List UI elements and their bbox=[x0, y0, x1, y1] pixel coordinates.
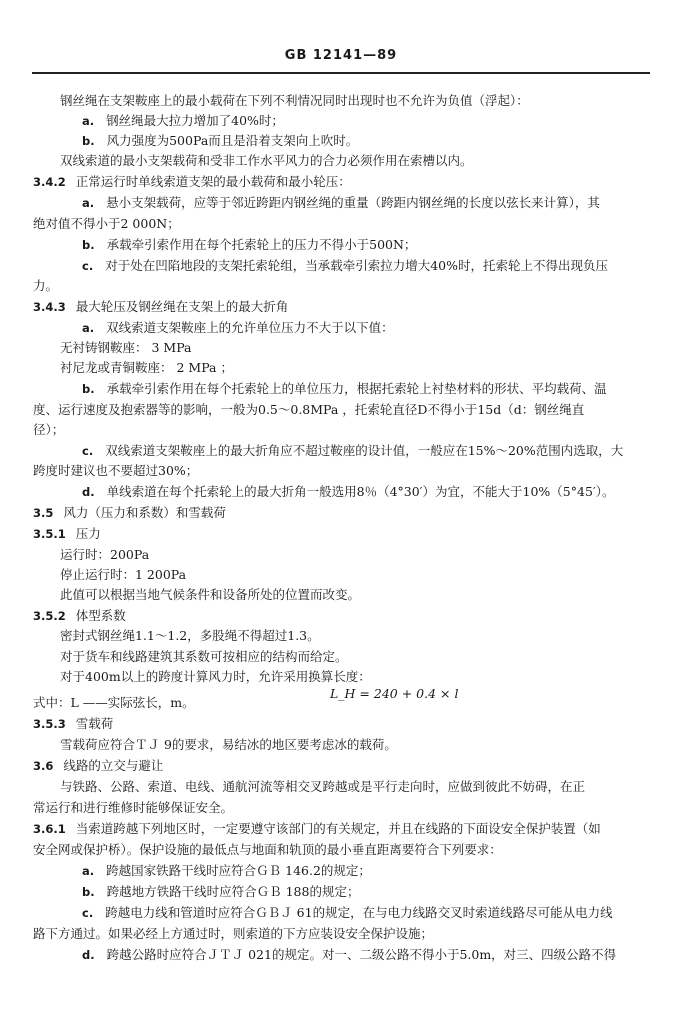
para-line: 停止运行时：1 200Pa bbox=[60, 567, 187, 582]
section-heading: 3.6 线路的立交与避让 bbox=[33, 758, 164, 773]
list-item: c. 双线索道支架鞍座上的最大折角应不超过鞍座的设计值，一般应在15%～20%范围内选取，大 bbox=[82, 443, 624, 458]
list-marker: b. bbox=[82, 134, 95, 148]
section-number: 3.5.1 bbox=[33, 527, 66, 541]
list-item: b. 跨越地方铁路干线时应符合ＧＢ 188的规定； bbox=[82, 884, 360, 899]
section-number: 3.6 bbox=[33, 759, 54, 773]
list-marker: c. bbox=[82, 906, 94, 920]
list-item: d. 单线索道在每个托索轮上的最大折角一般选用8％（4°30′）为宜，不能大于10%（5°45′）。 bbox=[82, 484, 615, 499]
para-line: 运行时：200Pa bbox=[60, 547, 150, 562]
section-heading: 3.5.1 压力 bbox=[33, 526, 101, 541]
para-line: 密封式钢丝绳1.1～1.2，多股绳不得超过1.3。 bbox=[60, 628, 320, 643]
list-item: b. 承载牵引索作用在每个托索轮上的压力不得小于500N； bbox=[82, 237, 417, 252]
para-line: 路下方通过。如果必经上方通过时，则索道的下方应装设安全保护设施； bbox=[33, 926, 434, 941]
list-item: a. 双线索道支架鞍座上的允许单位压力不大于以下值： bbox=[82, 320, 394, 335]
list-marker: a. bbox=[82, 114, 95, 128]
para-line: 度、运行速度及抱索器等的影响，一般为0.5～0.8MPa ，托索轮直径D不得小于15d（d：钢丝绳直 bbox=[33, 402, 585, 417]
para-line: 径）； bbox=[33, 422, 65, 437]
list-item: c. 对于处在凹陷地段的支架托索轮组，当承载牵引索拉力增大40%时，托索轮上不得出现负压 bbox=[82, 258, 608, 273]
section-heading: 3.5.3 雪载荷 bbox=[33, 716, 114, 731]
list-item: a. 悬小支架载荷，应等于邻近跨距内钢丝绳的重量（跨距内钢丝绳的长度以弦长来计算），其 bbox=[82, 195, 600, 210]
section-number: 3.4.3 bbox=[33, 300, 66, 314]
para-line: 此值可以根据当地气候条件和设备所处的位置而改变。 bbox=[60, 587, 361, 602]
list-item: a. 跨越国家铁路干线时应符合ＧＢ 146.2的规定； bbox=[82, 863, 371, 878]
para-line: 与铁路、公路、索道、电线、通航河流等相交叉跨越或是平行走向时，应做到彼此不妨碍，在正 bbox=[60, 779, 586, 794]
section-heading: 3.4.2 正常运行时单线索道支架的最小载荷和最小轮压： bbox=[33, 174, 351, 189]
list-item: b. 承载牵引索作用在每个托索轮上的单位压力，根据托索轮上衬垫材料的形状、平均载荷、温 bbox=[82, 381, 607, 396]
list-marker: d. bbox=[82, 948, 95, 962]
section-heading: 3.6.1 当索道跨越下列地区时，一定要遵守该部门的有关规定，并且在线路的下面设安全保护装置（如 bbox=[33, 821, 601, 836]
para-line: 力。 bbox=[33, 278, 59, 293]
list-item: b. 风力强度为500Pa而且是沿着支架向上吹时。 bbox=[82, 133, 359, 148]
list-marker: c. bbox=[82, 444, 94, 458]
list-marker: d. bbox=[82, 485, 95, 499]
list-marker: b. bbox=[82, 885, 95, 899]
para-line: 钢丝绳在支架鞍座上的最小载荷在下列不利情况同时出现时也不允许为负值（浮起）： bbox=[60, 93, 529, 108]
section-number: 3.4.2 bbox=[33, 175, 66, 189]
list-item: a. 钢丝绳最大拉力增加了40%时； bbox=[82, 113, 284, 128]
para-line: 对于货车和线路建筑其系数可按相应的结构而给定。 bbox=[60, 649, 348, 664]
section-heading: 3.5.2 体型系数 bbox=[33, 608, 126, 623]
section-number: 3.5.2 bbox=[33, 609, 66, 623]
section-heading: 3.5 风力（压力和系数）和雪载荷 bbox=[33, 505, 226, 520]
para-line: 双线索道的最小支架载荷和受非工作水平风力的合力必须作用在索槽以内。 bbox=[60, 153, 473, 168]
section-number: 3.5.3 bbox=[33, 717, 66, 731]
list-item: d. 跨越公路时应符合ＪＴＪ 021的规定。对一、二级公路不得小于5.0m，对三、四级公路不得 bbox=[82, 947, 617, 962]
list-marker: b. bbox=[82, 238, 95, 252]
para-line: 无衬铸钢鞍座： 3 MPa bbox=[60, 340, 192, 355]
section-heading: 3.4.3 最大轮压及钢丝绳在支架上的最大折角 bbox=[33, 299, 289, 314]
list-marker: a. bbox=[82, 321, 95, 335]
para-line: 安全网或保护桥）。保护设施的最低点与地面和轨顶的最小垂直距离要符合下列要求： bbox=[33, 842, 502, 857]
list-marker: b. bbox=[82, 382, 95, 396]
para-line: 跨度时建议也不要超过30%； bbox=[33, 463, 199, 478]
standard-number-header: GB 12141—89 bbox=[284, 48, 398, 63]
para-line: 式中：L ——实际弦长，m。 bbox=[33, 695, 195, 710]
list-item: c. 跨越电力线和管道时应符合ＧＢＪ 61的规定，在与电力线路交叉时索道线路尽可能从电力线 bbox=[82, 905, 613, 920]
para-line: 绝对值不得小于2 000N； bbox=[33, 216, 180, 231]
para-line: 雪载荷应符合ＴＪ 9的要求，易结冰的地区要考虑冰的载荷。 bbox=[60, 737, 397, 752]
list-marker: a. bbox=[82, 864, 95, 878]
list-marker: a. bbox=[82, 196, 95, 210]
list-marker: c. bbox=[82, 259, 94, 273]
formula: L_H = 240 + 0.4 × l bbox=[330, 686, 459, 701]
para-line: 衬尼龙或青铜鞍座： 2 MPa ； bbox=[60, 360, 233, 375]
header-rule bbox=[32, 72, 650, 74]
section-number: 3.6.1 bbox=[33, 822, 66, 836]
para-line: 常运行和进行维修时能够保证安全。 bbox=[33, 800, 234, 815]
section-number: 3.5 bbox=[33, 506, 54, 520]
para-line: 对于400m以上的跨度计算风力时，允许采用换算长度： bbox=[60, 669, 371, 684]
